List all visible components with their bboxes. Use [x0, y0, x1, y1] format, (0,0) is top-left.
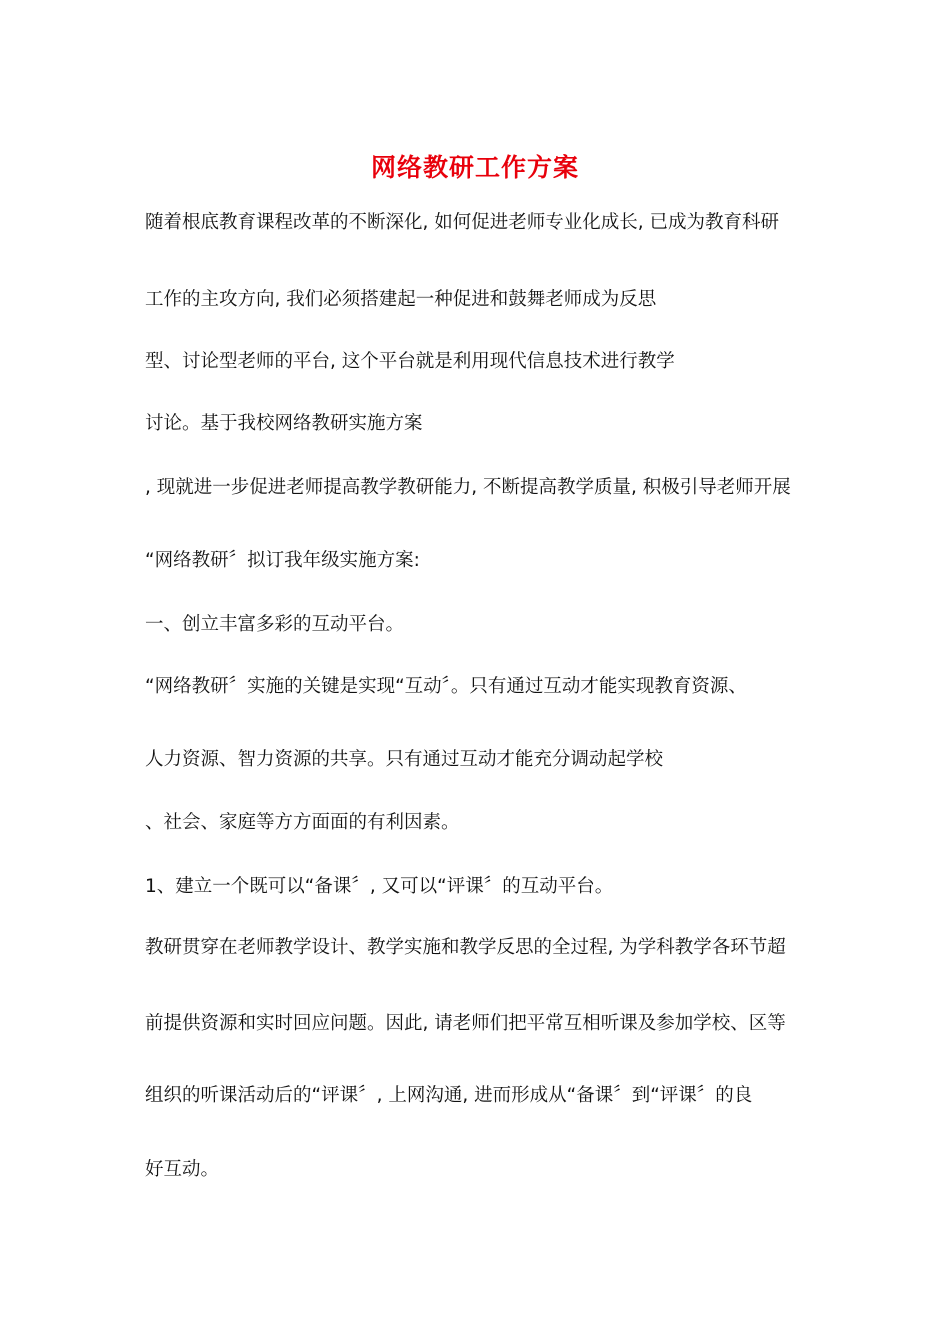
paragraph-line: “网络教研〞实施的关键是实现“互动〞。只有通过互动才能实现教育资源、	[145, 676, 747, 697]
paragraph-line: “网络教研〞拟订我年级实施方案:	[145, 550, 420, 571]
section-heading: 一、创立丰富多彩的互动平台。	[145, 614, 405, 635]
paragraph-line: 型、讨论型老师的平台, 这个平台就是利用现代信息技术进行教学	[145, 351, 675, 372]
paragraph-line: 、社会、家庭等方方面面的有利因素。	[145, 812, 460, 833]
paragraph-line: 组织的听课活动后的“评课〞, 上网沟通, 进而形成从“备课〞到“评课〞的良	[145, 1085, 753, 1106]
paragraph-line: 工作的主攻方向, 我们必须搭建起一种促进和鼓舞老师成为反思	[145, 289, 657, 310]
subsection-heading: 1、建立一个既可以“备课〞, 又可以“评课〞的互动平台。	[145, 876, 614, 897]
document-title: 网络教研工作方案	[370, 153, 579, 182]
paragraph-line: 前提供资源和实时回应问题。因此, 请老师们把平常互相听课及参加学校、区等	[145, 1013, 786, 1034]
paragraph-line: 随着根底教育课程改革的不断深化, 如何促进老师专业化成长, 已成为教育科研	[145, 212, 780, 233]
paragraph-line: 人力资源、智力资源的共享。只有通过互动才能充分调动起学校	[145, 749, 664, 770]
paragraph-line: 教研贯穿在老师教学设计、教学实施和教学反思的全过程, 为学科教学各环节超	[145, 937, 786, 958]
paragraph-line: , 现就进一步促进老师提高教学教研能力, 不断提高教学质量, 积极引导老师开展	[145, 477, 791, 498]
paragraph-line: 好互动。	[145, 1159, 220, 1180]
paragraph-line: 讨论。基于我校网络教研实施方案	[145, 413, 423, 434]
